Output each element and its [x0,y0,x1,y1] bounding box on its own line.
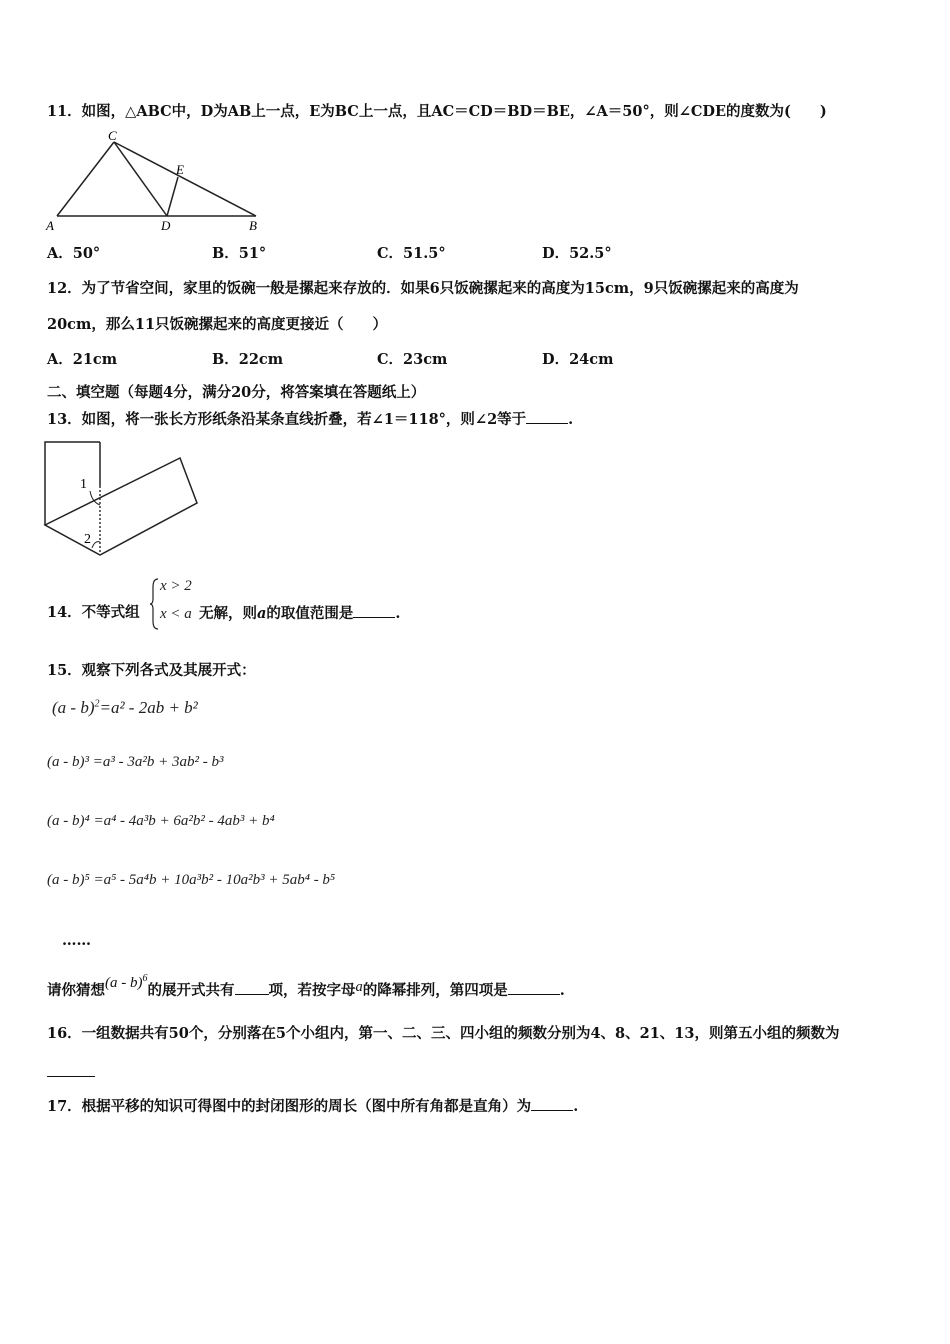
q17-line [47,1096,578,1117]
q12-line1: 12．为了节省空间，家里的饭碗一般是摞起来存放的．如果6只饭碗摞起来的高度为15cm，9只饭碗摞起来的高度为 [47,280,799,297]
strip-folded-part [45,458,197,555]
q16-answer-blank[interactable] [47,1076,95,1077]
q15-eq5: (a - b)⁵ =a⁵ - 5a⁴b + 10a³b² - 10a²b³ + 5ab⁴ - b⁵ [47,872,336,888]
segment-CD [114,142,167,216]
q14-prefix: 14．不等式组 [47,604,140,621]
q15-ask-mid: 的展开式共有 [147,982,235,999]
q17-end: . [573,1098,579,1115]
q15-ask-mid2: 项，若按字母 [268,982,356,999]
q12-option-c[interactable]: C．23cm [377,351,448,368]
q14-ineq2: x < a [160,606,192,622]
q12-option-d[interactable]: D．24cm [542,351,614,368]
q11-option-b[interactable]: B．51° [212,245,267,262]
q13-end: . [568,411,574,428]
q16-text: 16．一组数据共有50个，分别落在5个小组内，第一、二、三、四小组的频数分别为4、8、21、13，则第五小组的频数为 [47,1025,840,1042]
q15-eq2-exp: 2 [94,698,100,710]
q15-ask-expr: (a - b)$^6$ [105,973,148,991]
q14-suffix: 无解，则 [199,605,257,622]
q13-answer-blank[interactable] [526,409,568,424]
q14-var: a [257,605,267,622]
q15-fourth-term-blank[interactable] [508,980,560,995]
q15-ask-var: a [355,979,363,995]
q11-option-d[interactable]: D．52.5° [542,245,612,262]
q15-eq2 [52,698,198,718]
q15-ask-prefix: 请你猜想 [47,982,105,999]
q11-triangle-figure [42,130,272,235]
q13-folded-strip-figure [40,436,205,561]
q15-title: 15．观察下列各式及其展开式： [47,662,256,679]
q17-answer-blank[interactable] [531,1096,573,1111]
q15-ask-mid3: 的降幂排列，第四项是 [362,982,508,999]
angle-2-arc [92,542,100,548]
angle-1-label: 1 [80,477,87,492]
q14-rest [199,603,400,624]
section2-title: 二、填空题（每题4分，满分20分，将答案填在答题纸上） [47,384,426,401]
q14-suffix2: 的取值范围是 [266,605,354,622]
segment-CB [114,142,256,216]
q17-text: 17．根据平移的知识可得图中的封闭图形的周长（图中所有角都是直角）为 [47,1098,532,1115]
q13-question: 13．如图，将一张长方形纸条沿某条直线折叠，若∠1＝118°，则∠2等于 [47,411,527,428]
q14-brace [150,577,160,631]
q12-option-b[interactable]: B．22cm [212,351,284,368]
q15-eq2-lhs: (a - b) [52,698,95,717]
q12-option-a[interactable]: A．21cm [47,351,118,368]
q15-ask-end: . [559,982,565,999]
label-C: C [108,130,117,143]
q15-eq3: (a - b)³ =a³ - 3a²b + 3ab² - b³ [47,754,224,770]
label-B: B [249,218,257,233]
strip-left-part [45,442,100,525]
q11-option-c[interactable]: C．51.5° [377,245,446,262]
segment-AC [57,142,114,216]
label-E: E [176,162,184,177]
segment-DE [167,177,178,216]
label-D: D [161,218,171,233]
q14-answer-blank[interactable] [353,603,395,618]
q11-text: 11．如图，△ABC中，D为AB上一点，E为BC上一点，且AC＝CD＝BD＝BE，∠A＝50°，则∠CDE的度数为( ) [47,103,827,120]
q14-ineq1: x > 2 [160,578,192,594]
q12-line2: 20cm，那么11只饭碗摞起来的高度更接近（ ） [47,316,388,333]
q15-terms-blank[interactable] [235,980,269,995]
q14-end: . [395,605,401,622]
q13-text [47,409,573,430]
label-A: A [46,218,54,233]
q11-option-a[interactable]: A．50° [47,245,101,262]
q15-eq2-rhs: =a² - 2ab + b² [99,698,198,717]
angle-2-label: 2 [84,532,91,547]
q15-ellipsis: …… [62,932,91,949]
q15-eq4: (a - b)⁴ =a⁴ - 4a³b + 6a²b² - 4ab³ + b⁴ [47,813,275,829]
q15-ask [47,973,565,1001]
